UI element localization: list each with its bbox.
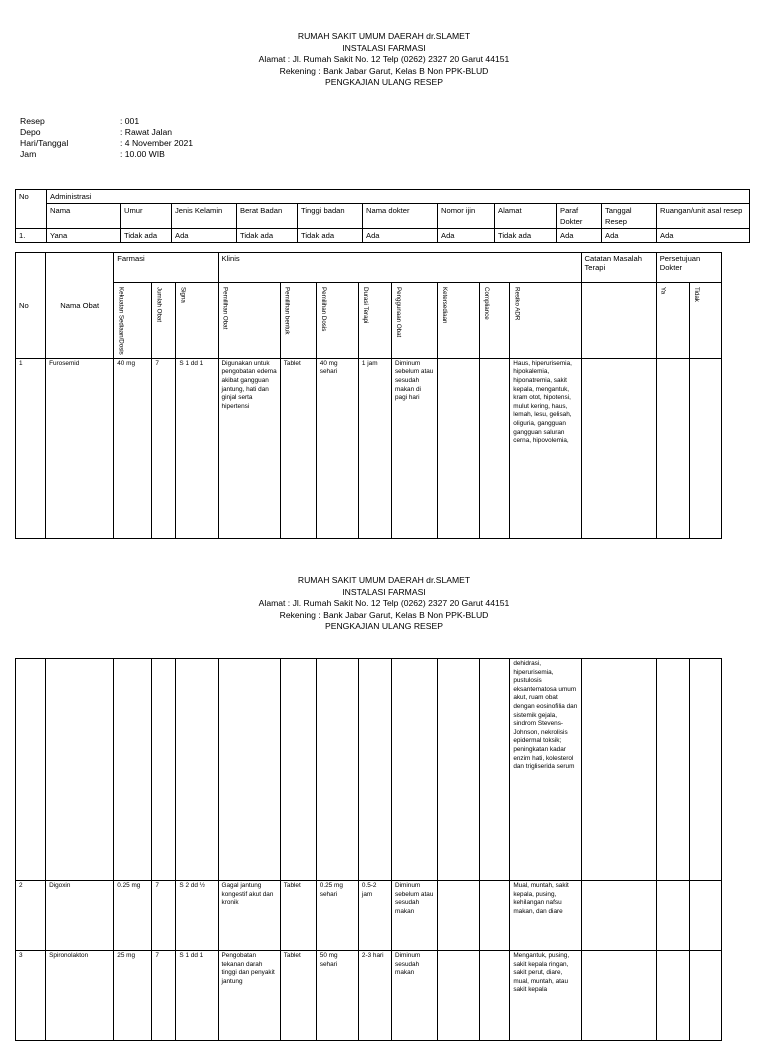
table-cell [581,881,656,951]
bank-account: Rekening : Bank Jabar Garut, Kelas B Non PPK-BLUD [279,609,489,620]
table-cell: Tablet [280,881,316,951]
column-header [152,283,176,359]
table-cell: Ada [172,229,237,243]
table-cell: Tidak ada [121,229,172,243]
table-cell: Mual, muntah, sakit kepala, pusing, kehilangan nafsu makan, dan diare [510,881,581,951]
table-cell [438,881,480,951]
table-row [16,358,722,538]
section-header: Administrasi [47,190,750,204]
column-header: No [16,190,47,229]
column-header [480,283,510,359]
column-header [316,283,358,359]
table-cell: Mengantuk, pusing, sakit kepala ringan, sakit perut, diare, mual, muntah, atau sakit kepala [510,951,581,1041]
table-cell [114,659,152,881]
table-cell [689,881,721,951]
meta-row [20,127,193,138]
table-cell [438,659,480,881]
table-cell [480,358,510,538]
column-header [438,283,480,359]
table-cell: Diminum sebelum atau sesudah makan di pagi hari [391,358,437,538]
table-cell: Ada [657,229,750,243]
column-header-text: Pemilihan Obat [221,287,229,330]
table-row [16,659,722,881]
table-cell: S 2 dd ½ [176,881,218,951]
table-cell [480,881,510,951]
table-cell [280,659,316,881]
column-header-text: Durasi Terapi [361,287,369,324]
table-cell [689,659,721,881]
table-cell [316,659,358,881]
column-header: Nama Obat [46,253,114,359]
table-cell [176,659,218,881]
meta-row [20,149,193,160]
table-cell: Digunakan untuk pengobatan edema akibat gangguan jantung, hati dan ginjal serta hipertensi [218,358,280,538]
meta-row [20,138,193,149]
table-cell: 0.25 mg [114,881,152,951]
meta-key: Hari/Tanggal [20,138,69,148]
table-cell: Pengobatan tekanan darah tinggi dan penyakit jantung [218,951,280,1041]
table-cell: 1 jam [358,358,391,538]
table-cell [358,659,391,881]
column-header: Umur [121,204,172,229]
table-cell: 3 [16,951,46,1041]
meta-key: Jam [20,149,37,159]
table-cell [46,659,114,881]
hospital-address: Alamat : Jl. Rumah Sakit No. 12 Telp (0262) 2327 20 Garut 44151 [258,54,510,64]
table-cell: Ada [363,229,438,243]
column-header: Berat Badan [237,204,298,229]
column-header [280,283,316,359]
column-header-text: Pemilihan Dosis [319,287,327,332]
document-title: PENGKAJIAN ULANG RESEP [325,77,443,87]
table-cell [480,951,510,1041]
column-header-text: Jumlah Obat [155,287,163,323]
bank-account: Rekening : Bank Jabar Garut, Kelas B Non PPK-BLUD [279,65,489,76]
assessment-table-continued [15,658,722,1041]
table-cell: Ada [602,229,657,243]
table-cell [16,659,46,881]
table-cell: Yana [47,229,121,243]
table-cell [656,358,689,538]
table-cell: Spironolakton [46,951,114,1041]
table-cell: 40 mg [114,358,152,538]
table-cell [581,659,656,881]
table-cell [438,951,480,1041]
table-cell [392,659,438,881]
column-header-text: Compliance [483,287,491,320]
table-cell [152,659,176,881]
document-title: PENGKAJIAN ULANG RESEP [325,621,443,631]
table-row [16,253,722,283]
column-header-text: Pemilihan bentuk [283,287,291,335]
column-header: Nama [47,204,121,229]
table-cell [689,358,721,538]
column-header [689,283,721,359]
table-row [16,951,722,1041]
column-header-text: Tidak [692,287,700,302]
column-header: Tanggal Resep [602,204,657,229]
meta-value: : 4 November 2021 [120,138,194,148]
hospital-name: RUMAH SAKIT UMUM DAERAH dr.SLAMET [297,575,471,585]
column-header [656,283,689,359]
column-header [391,283,437,359]
table-cell: S 1 dd 1 [176,951,218,1041]
column-header: Tinggi badan [298,204,363,229]
meta-value: : 10.00 WIB [120,149,165,159]
meta-key: Depo [20,127,41,137]
table-cell: Furosemid [46,358,114,538]
installation-name: INSTALASI FARMASI [342,586,426,597]
column-header-text: Kekuatan Sediaan/Dosis [117,287,125,355]
table-cell [480,659,510,881]
table-cell: Ada [438,229,495,243]
installation-name: INSTALASI FARMASI [342,42,426,53]
table-cell: dehidrasi, hiperurisemia, pustulosis eksantematosa umum akut, ruam obat dengan eosinofilia dan sistemik gejala, sindrom Stevens-Johnson, nekrolisis epidermal toksik; peningkatan kadar enzim hati, kolesterol dan trigliserida serum [510,659,581,881]
table-cell: Haus, hiperurisemia, hipokalemia, hiponatremia, sakit kepala, mengantuk, kram otot, hipotensi, mulut kering, haus, lemah, lesu, gelisah, oliguria, gangguan gangguan saluran cerna, hipovolemia, [510,358,581,538]
table-row [16,283,722,359]
table-cell [581,951,656,1041]
section-header: Klinis [218,253,581,283]
hospital-address: Alamat : Jl. Rumah Sakit No. 12 Telp (0262) 2327 20 Garut 44151 [258,598,510,608]
column-header-text: Signa [179,287,187,303]
column-header [510,283,581,359]
hospital-name: RUMAH SAKIT UMUM DAERAH dr.SLAMET [297,31,471,41]
column-header-text: Penggunaan Obat [394,287,402,338]
meta-value: : 001 [120,116,140,126]
table-cell: 1. [16,229,47,243]
table-cell: 7 [152,358,176,538]
column-header-text: Resiko ADR [513,287,521,321]
table-cell: Tablet [280,951,316,1041]
meta-value: : Rawat Jalan [120,127,173,137]
table-cell: 1 [16,358,46,538]
page2-header [0,575,768,633]
administration-table [15,189,750,243]
table-cell: 2-3 hari [358,951,391,1041]
table-row [16,881,722,951]
table-cell: 50 mg sehari [316,951,358,1041]
table-cell [581,358,656,538]
table-cell [656,951,689,1041]
column-header-text: Ya [659,287,667,295]
table-cell [689,951,721,1041]
column-header: Paraf Dokter [557,204,602,229]
table-cell: Diminum sebelum atau sesudah makan [392,881,438,951]
table-row [16,229,750,243]
page1-header [0,31,768,89]
table-cell: Digoxin [46,881,114,951]
table-cell: 7 [152,881,176,951]
column-header: Alamat [495,204,557,229]
table-cell: 0.5-2 jam [358,881,391,951]
assessment-table [15,252,722,539]
table-cell: Tidak ada [237,229,298,243]
column-header: Jenis Kelamin [172,204,237,229]
meta-row [20,116,193,127]
column-header: Catatan Masalah Terapi [581,253,656,283]
table-cell: 2 [16,881,46,951]
column-header: Ruangan/unit asal resep [657,204,750,229]
section-header: Persetujuan Dokter [656,253,721,283]
table-cell: Tablet [280,358,316,538]
table-cell: Tidak ada [298,229,363,243]
column-header-text: Ketersediaan [441,287,449,324]
table-cell: Ada [557,229,602,243]
table-cell: Gagal jantung kongestif akut dan kronik [218,881,280,951]
table-row [16,204,750,229]
column-header: Nama dokter [363,204,438,229]
column-header: Nomor ijin [438,204,495,229]
table-cell: Diminum sesudah makan [392,951,438,1041]
column-header [581,283,656,359]
prescription-meta [20,116,193,160]
column-header [218,283,280,359]
table-cell: 0.25 mg sehari [316,881,358,951]
column-header [176,283,218,359]
table-cell [656,881,689,951]
table-row [16,190,750,204]
table-cell [218,659,280,881]
table-cell: Tidak ada [495,229,557,243]
column-header: No [16,253,46,359]
table-cell: 25 mg [114,951,152,1041]
column-header [114,283,152,359]
table-cell [438,358,480,538]
table-cell: 7 [152,951,176,1041]
meta-key: Resep [20,116,45,126]
table-cell [656,659,689,881]
table-cell: 40 mg sehari [316,358,358,538]
column-header [358,283,391,359]
table-cell: S 1 dd 1 [176,358,218,538]
section-header: Farmasi [114,253,218,283]
